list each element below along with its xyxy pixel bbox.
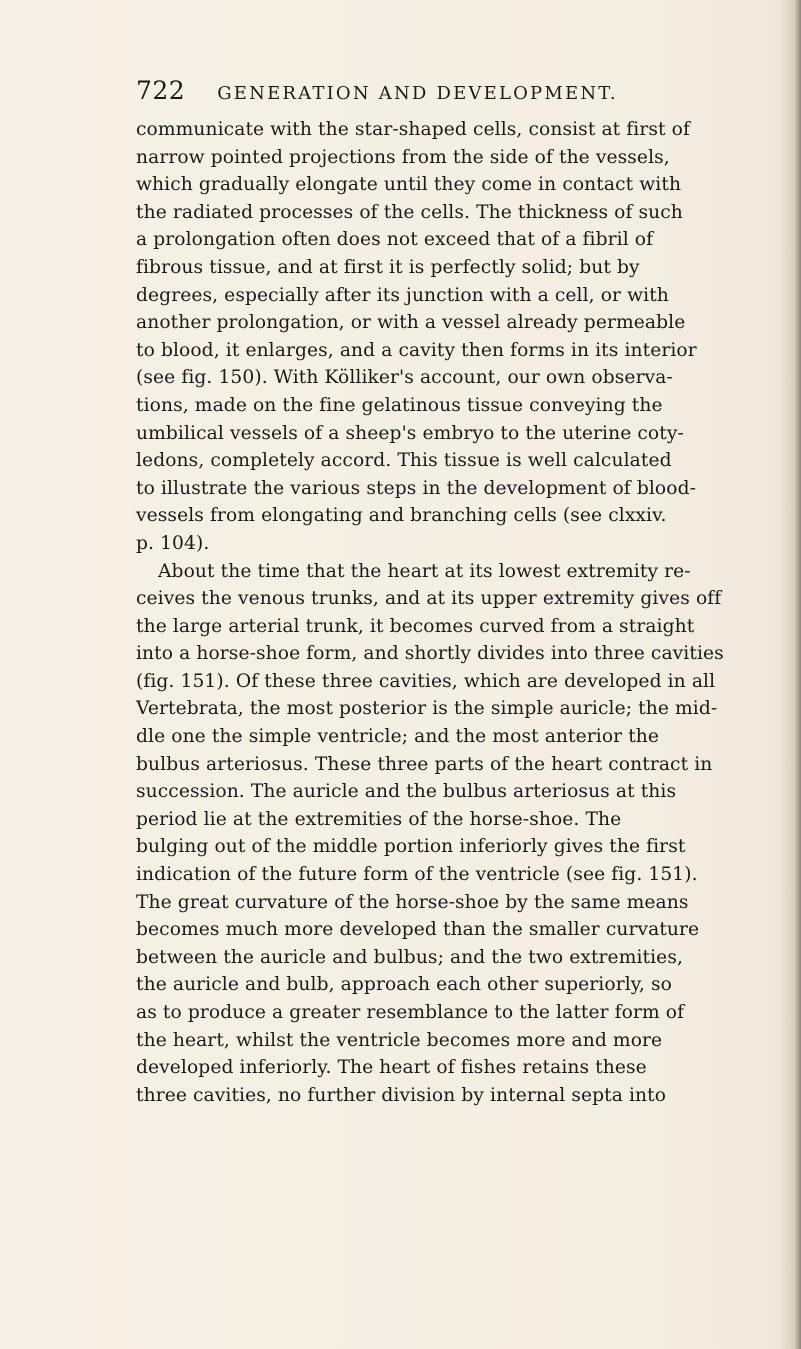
text-line: developed inferiorly. The heart of fishes retains these	[136, 1057, 647, 1079]
text-line: succession. The auricle and the bulbus arteriosus at this	[136, 781, 677, 803]
text-line: which gradually elongate until they come in contact with	[136, 174, 682, 196]
text-line: degrees, especially after its junction with a cell, or with	[136, 284, 669, 306]
text-line: The great curvature of the horse-shoe by the same means	[136, 891, 689, 913]
text-line: (see fig. 150). With Kölliker's account, our own observa-	[136, 367, 673, 389]
text-line: another prolongation, or with a vessel already permeable	[136, 312, 686, 334]
text-line: vessels from elongating and branching cells (see clxxiv.	[136, 505, 667, 527]
text-line: between the auricle and bulbus; and the two extremities,	[136, 946, 684, 968]
text-line: as to produce a greater resemblance to the latter form of	[136, 1002, 685, 1023]
text-line: p. 104).	[136, 532, 210, 554]
text-line: bulbus arteriosus. These three parts of the heart contract in	[136, 753, 713, 775]
text-line: bulging out of the middle portion inferiorly gives the first	[136, 836, 686, 858]
text-line: dle one the simple ventricle; and the most anterior the	[136, 726, 660, 748]
text-line: three cavities, no further division by internal septa into	[136, 1084, 667, 1106]
text-line: into a horse-shoe form, and shortly divides into three cavities	[136, 643, 724, 665]
text-line: umbilical vessels of a sheep's embryo to the uterine coty-	[136, 422, 684, 444]
text-line: fibrous tissue, and at first it is perfectly solid; but by	[136, 256, 640, 278]
text-line: the heart, whilst the ventricle becomes more and more	[136, 1029, 663, 1051]
text-line: Vertebrata, the most posterior is the simple auricle; the mid-	[136, 698, 718, 720]
text-line: ledons, completely accord. This tissue is well calculated	[136, 450, 672, 472]
running-head	[136, 76, 696, 110]
running-title: GENERATION AND DEVELOPMENT.	[217, 83, 618, 104]
text-line: the radiated processes of the cells. The thickness of such	[136, 201, 683, 223]
text-line: period lie at the extremities of the horse-shoe. The	[136, 808, 622, 830]
text-line: to blood, it enlarges, and a cavity then forms in its interior	[136, 339, 697, 361]
page-number: 722	[136, 76, 186, 105]
text-line: narrow pointed projections from the side of the vessels,	[136, 146, 670, 168]
text-line: communicate with the star-shaped cells, consist at first of	[136, 119, 690, 140]
text-line: the large arterial trunk, it becomes curved from a straight	[136, 615, 695, 637]
text-line: becomes much more developed than the smaller curvature	[136, 919, 700, 941]
text-line: a prolongation often does not exceed that of a fibril of	[136, 229, 654, 251]
paragraph-start-line: About the time that the heart at its lowest extremity re-	[158, 560, 691, 582]
text-line: the auricle and bulb, approach each other superiorly, so	[136, 974, 672, 996]
text-line: indication of the future form of the ventricle (see fig. 151).	[136, 864, 698, 886]
text-line: ceives the venous trunks, and at its upper extremity gives off	[136, 588, 722, 610]
text-line: tions, made on the fine gelatinous tissue conveying the	[136, 394, 663, 416]
body-text	[136, 116, 796, 1109]
text-line: to illustrate the various steps in the development of blood-	[136, 477, 696, 499]
text-line: (fig. 151). Of these three cavities, which are developed in all	[136, 670, 716, 692]
